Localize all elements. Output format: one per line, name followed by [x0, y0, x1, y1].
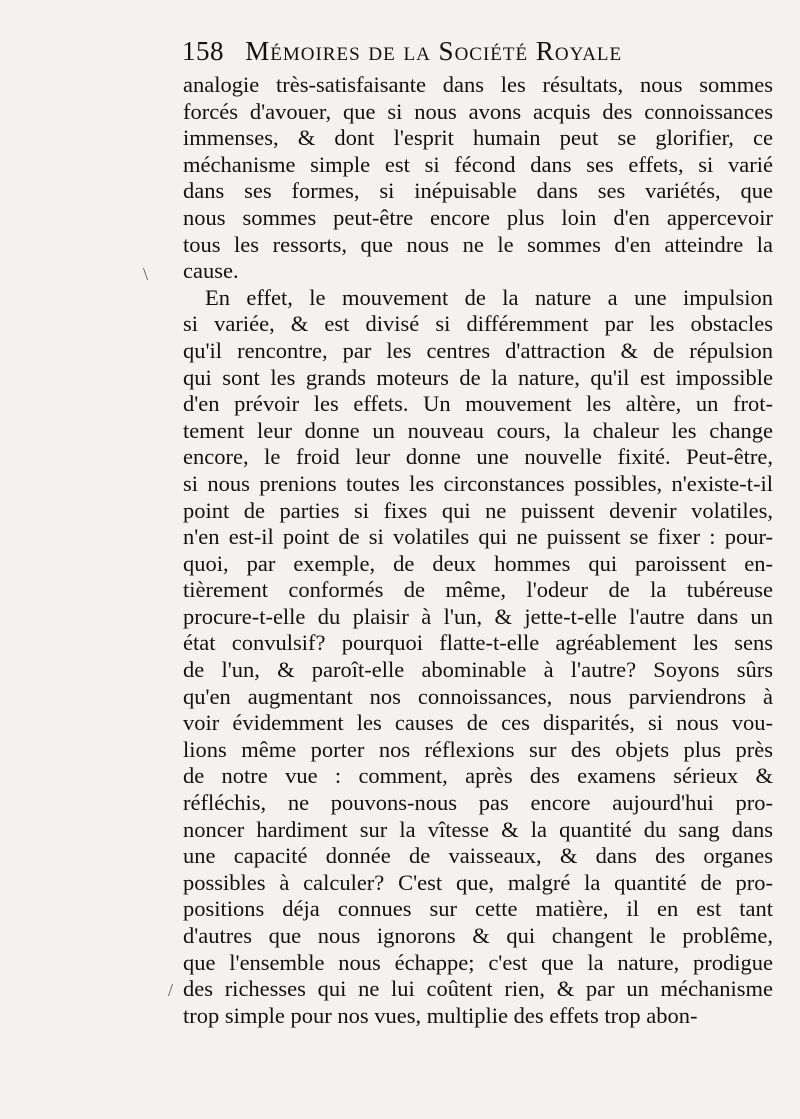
text-line: En effet, le mouvement de la nature a une impulsion	[205, 284, 773, 310]
text-line: si nous prenions toutes les circonstances possibles, n'existe-t-il	[183, 470, 773, 496]
text-line: procure-t-elle du plaisir à l'un, & jette-t-elle l'autre dans un	[183, 603, 773, 629]
running-title: Mémoires de la Société Royale	[245, 36, 623, 66]
paragraph	[183, 72, 773, 285]
stray-mark: /	[168, 980, 174, 1000]
text-line: de l'un, & paroît-elle abominable à l'autre? Soyons sûrs	[183, 657, 773, 683]
text-line: noncer hardiment sur la vîtesse & la quantité du sang dans	[183, 816, 773, 842]
text-line: analogie très-satisfaisante dans les résultats, nous sommes	[183, 72, 773, 97]
text-line: des richesses qui ne lui coûtent rien, & par un méchanisme	[183, 976, 773, 1002]
text-line: réfléchis, ne pouvons-nous pas encore aujourd'hui pro-	[183, 790, 773, 816]
text-line: dans ses formes, si inépuisable dans ses variétés, que	[183, 178, 773, 204]
page-header	[182, 36, 782, 76]
text-line: nous sommes peut-être encore plus loin d'en appercevoir	[183, 204, 773, 230]
text-line: d'en prévoir les effets. Un mouvement les altère, un frot-	[183, 391, 773, 417]
paragraph	[183, 285, 773, 1030]
text-line: tièrement conformés de même, l'odeur de la tubéreuse	[183, 577, 773, 603]
text-line: forcés d'avouer, que si nous avons acquis des connoissances	[183, 98, 773, 124]
text-line: point de parties si fixes qui ne puissent devenir volatiles,	[183, 497, 773, 523]
text-line: de notre vue : comment, après des examens sérieux &	[183, 763, 773, 789]
text-line: voir évidemment les causes de ces disparités, si nous vou-	[183, 710, 773, 736]
body-text	[183, 72, 773, 1029]
text-line: cause.	[183, 258, 239, 284]
text-line: n'en est-il point de si volatiles qui ne puissent se fixer : pour-	[183, 524, 773, 550]
text-line: tous les ressorts, que nous ne le sommes d'en atteindre la	[183, 231, 773, 257]
stray-mark: \	[143, 264, 149, 284]
page-number: 158	[182, 36, 224, 66]
text-line: positions déja connues sur cette matière, il en est tant	[183, 896, 773, 922]
text-line: tement leur donne un nouveau cours, la chaleur les change	[183, 417, 773, 443]
text-line: immenses, & dont l'esprit humain peut se glorifier, ce	[183, 125, 773, 151]
text-line: que l'ensemble nous échappe; c'est que la nature, prodigue	[183, 949, 773, 975]
text-line: encore, le froid leur donne une nouvelle fixité. Peut-être,	[183, 444, 773, 470]
text-line: si variée, & est divisé si différemment par les obstacles	[183, 311, 773, 337]
text-line: une capacité donnée de vaisseaux, & dans des organes	[183, 843, 773, 869]
text-line: quoi, par exemple, de deux hommes qui paroissent en-	[183, 550, 773, 576]
text-line: méchanisme simple est si fécond dans ses effets, si varié	[183, 151, 773, 177]
text-line: d'autres que nous ignorons & qui changent le problême,	[183, 923, 773, 948]
text-line: lions même porter nos réflexions sur des objets plus près	[183, 736, 773, 762]
text-line: trop simple pour nos vues, multiplie des effets trop abon-	[183, 1002, 698, 1028]
text-line: qu'en augmentant nos connoissances, nous parviendrons à	[183, 683, 773, 709]
text-line: état convulsif? pourquoi flatte-t-elle agréablement les sens	[183, 630, 773, 656]
text-line: qu'il rencontre, par les centres d'attraction & de répulsion	[183, 337, 773, 363]
text-line: qui sont les grands moteurs de la nature, qu'il est impossible	[183, 364, 773, 390]
text-line: possibles à calculer? C'est que, malgré la quantité de pro-	[183, 869, 773, 895]
